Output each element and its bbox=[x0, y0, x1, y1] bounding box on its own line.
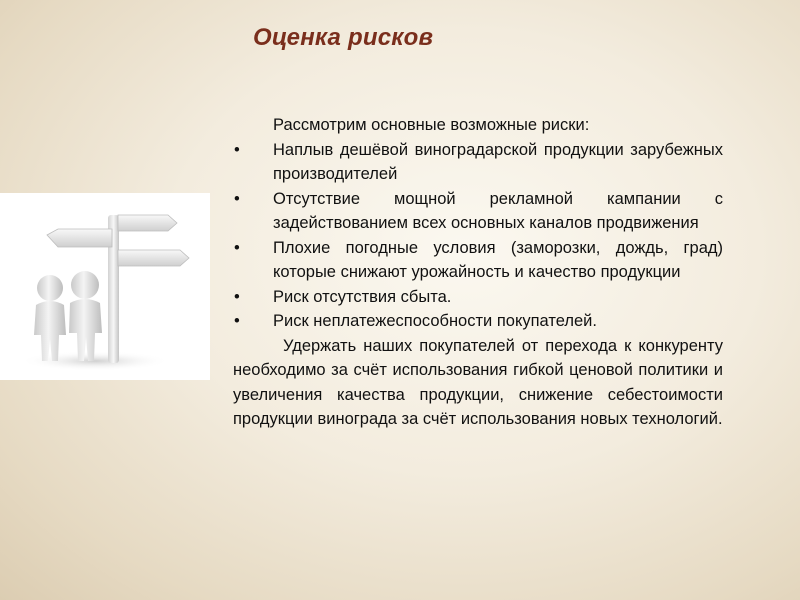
two-people-at-signpost-icon bbox=[0, 193, 210, 380]
bullet-icon: • bbox=[234, 238, 240, 257]
list-item-text: Риск отсутствия сбыта. bbox=[273, 287, 452, 306]
bullet-icon: • bbox=[234, 140, 240, 159]
bullet-icon: • bbox=[234, 189, 240, 208]
list-item bbox=[233, 309, 723, 334]
list-item-text: Риск неплатежеспособности покупателей. bbox=[273, 312, 597, 330]
bullet-icon: • bbox=[234, 287, 240, 306]
conclusion-text: Удержать наших покупателей от перехода к конкуренту необходимо за счёт использования гибкой ценовой политики и увеличения качества продукции, снижение себестоимости продукции винограда за счёт использования новых технологий. bbox=[233, 336, 723, 428]
slide-title: Оценка рисков bbox=[253, 24, 434, 51]
bullet-icon: • bbox=[234, 312, 240, 330]
list-item-text: Плохие погодные условия (заморозки, дождь, град) которые снижают урожайность и качество продукции bbox=[273, 238, 723, 281]
intro-text: Рассмотрим основные возможные риски: bbox=[273, 116, 590, 134]
list-item-text: Отсутствие мощной рекламной кампании с задействованием всех основных каналов продвижения bbox=[273, 189, 723, 232]
list-item bbox=[233, 187, 723, 236]
list-item bbox=[233, 236, 723, 285]
slide-body bbox=[233, 113, 723, 432]
list-item-text: Наплыв дешёвой виноградарской продукции зарубежных производителей bbox=[273, 140, 723, 183]
list-item bbox=[233, 285, 723, 310]
list-item bbox=[233, 138, 723, 187]
risk-list bbox=[233, 138, 723, 334]
